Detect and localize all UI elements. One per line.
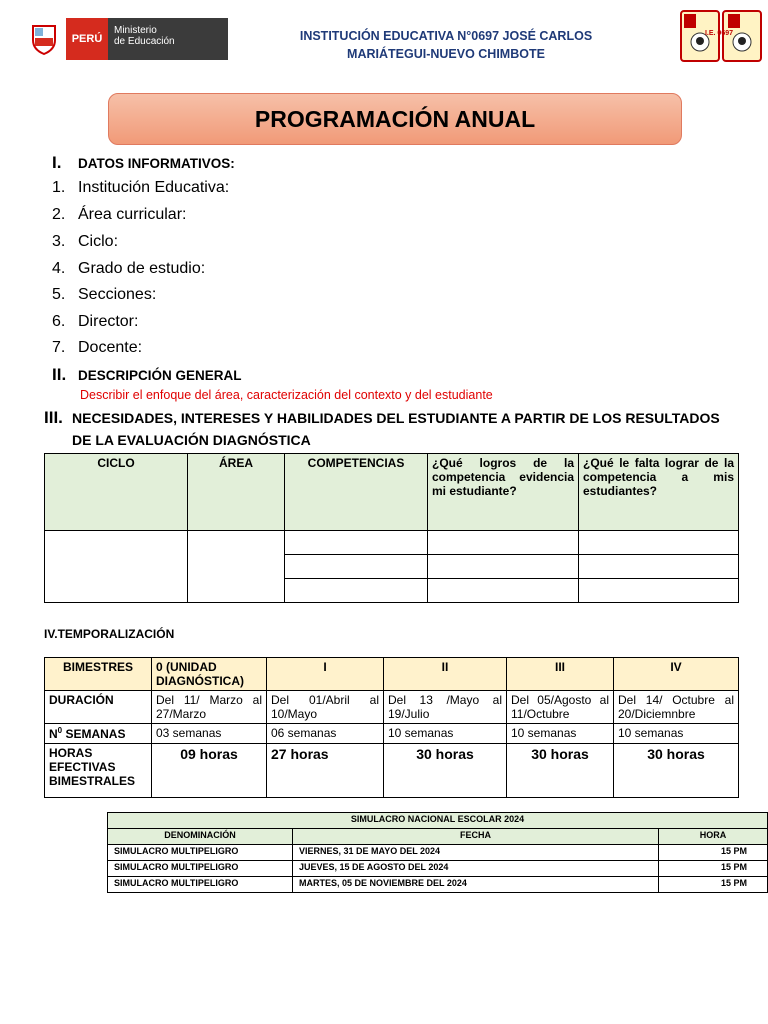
simulacro-table bbox=[107, 812, 768, 893]
info-item: 4. Grado de estudio: bbox=[52, 260, 206, 277]
col-header-hora: HORA bbox=[659, 829, 768, 845]
section-3-heading: III. NECESIDADES, INTERESES Y HABILIDADES DEL ESTUDIANTE A PARTIR DE LOS RESULTADOS bbox=[44, 408, 720, 427]
col-header-falta: ¿Qué le falta lograr de la competencia a mis estudiantes? bbox=[579, 454, 739, 531]
col-header-bimestre-4: IV bbox=[614, 658, 739, 691]
col-header-competencias: COMPETENCIAS bbox=[285, 454, 428, 531]
page-title: PROGRAMACIÓN ANUAL bbox=[108, 93, 682, 145]
semanas-cell: 10 semanas bbox=[384, 724, 507, 744]
col-header-logros: ¿Qué logros de la competencia evidencia mi estudiante? bbox=[428, 454, 579, 531]
table-row: SIMULACRO MULTIPELIGRO VIERNES, 31 DE MAYO DEL 2024 15 PM bbox=[108, 845, 768, 861]
horas-cell: 27 horas bbox=[267, 744, 384, 798]
school-logo bbox=[680, 10, 758, 62]
table-cell bbox=[579, 579, 739, 603]
section-2-note: Describir el enfoque del área, caracterización del contexto y del estudiante bbox=[80, 388, 493, 402]
table-row: SIMULACRO MULTIPELIGRO JUEVES, 15 DE AGOSTO DEL 2024 15 PM bbox=[108, 861, 768, 877]
school-logo-text: I.E. 0697 bbox=[704, 30, 734, 37]
section-1-heading: I. DATOS INFORMATIVOS: bbox=[52, 153, 235, 172]
row-header-horas: HORAS EFECTIVAS BIMESTRALES bbox=[45, 744, 152, 798]
table-cell bbox=[188, 531, 285, 603]
table-cell bbox=[45, 531, 188, 603]
semanas-cell: 03 semanas bbox=[152, 724, 267, 744]
table-cell bbox=[285, 555, 428, 579]
table-cell bbox=[579, 555, 739, 579]
ministry-name: Ministerio de Educación bbox=[108, 18, 228, 60]
table-cell bbox=[579, 531, 739, 555]
duracion-cell: Del 11/ Marzo al 27/Marzo bbox=[152, 691, 267, 724]
section-3-heading-line2: DE LA EVALUACIÓN DIAGNÓSTICA bbox=[72, 432, 311, 448]
schedule-table bbox=[44, 657, 739, 798]
col-header-area: ÁREA bbox=[188, 454, 285, 531]
col-header-bimestre-1: I bbox=[267, 658, 384, 691]
col-header-ciclo: CICLO bbox=[45, 454, 188, 531]
semanas-cell: 10 semanas bbox=[507, 724, 614, 744]
table-cell bbox=[428, 579, 579, 603]
col-header-bimestre-3: III bbox=[507, 658, 614, 691]
col-header-bimestre-2: II bbox=[384, 658, 507, 691]
info-item: 2. Área curricular: bbox=[52, 206, 187, 223]
section-4-heading: IV.TEMPORALIZACIÓN bbox=[44, 627, 175, 641]
horas-cell: 30 horas bbox=[614, 744, 739, 798]
duracion-cell: Del 13 /Mayo al 19/Julio bbox=[384, 691, 507, 724]
info-item: 5. Secciones: bbox=[52, 286, 157, 303]
duracion-cell: Del 05/Agosto al 11/Octubre bbox=[507, 691, 614, 724]
info-item: 6. Director: bbox=[52, 313, 139, 330]
horas-cell: 30 horas bbox=[507, 744, 614, 798]
info-item: 1. Institución Educativa: bbox=[52, 179, 230, 196]
row-header-duracion: DURACIÓN bbox=[45, 691, 152, 724]
table-row: SIMULACRO MULTIPELIGRO MARTES, 05 DE NOVIEMBRE DEL 2024 15 PM bbox=[108, 877, 768, 893]
table-cell bbox=[428, 555, 579, 579]
ministry-logo bbox=[22, 18, 228, 60]
section-2-heading: II. DESCRIPCIÓN GENERAL bbox=[52, 365, 242, 384]
info-item: 7. Docente: bbox=[52, 339, 143, 356]
horas-cell: 30 horas bbox=[384, 744, 507, 798]
row-header-semanas: $N^0$ SEMANAS bbox=[45, 724, 152, 744]
table-cell bbox=[285, 531, 428, 555]
coat-of-arms-icon bbox=[22, 18, 66, 60]
duracion-cell: Del 14/ Octubre al 20/Diciemnbre bbox=[614, 691, 739, 724]
col-header-denominacion: DENOMINACIÓN bbox=[108, 829, 293, 845]
diagnostic-table bbox=[44, 453, 739, 603]
info-item: 3. Ciclo: bbox=[52, 233, 119, 250]
col-header-bimestres: BIMESTRES bbox=[45, 658, 152, 691]
simulacro-title: SIMULACRO NACIONAL ESCOLAR 2024 bbox=[108, 813, 768, 829]
col-header-fecha: FECHA bbox=[293, 829, 659, 845]
duracion-cell: Del 01/Abril al 10/Mayo bbox=[267, 691, 384, 724]
semanas-cell: 10 semanas bbox=[614, 724, 739, 744]
semanas-cell: 06 semanas bbox=[267, 724, 384, 744]
school-name: INSTITUCIÓN EDUCATIVA N°0697 JOSÉ CARLOS MARIÁTEGUI-NUEVO CHIMBOTE bbox=[299, 29, 593, 61]
table-cell bbox=[428, 531, 579, 555]
col-header-bimestre-0: 0 (UNIDAD DIAGNÓSTICA) bbox=[152, 658, 267, 691]
horas-cell: 09 horas bbox=[152, 744, 267, 798]
ministry-country: PERÚ bbox=[66, 18, 108, 60]
table-cell bbox=[285, 579, 428, 603]
